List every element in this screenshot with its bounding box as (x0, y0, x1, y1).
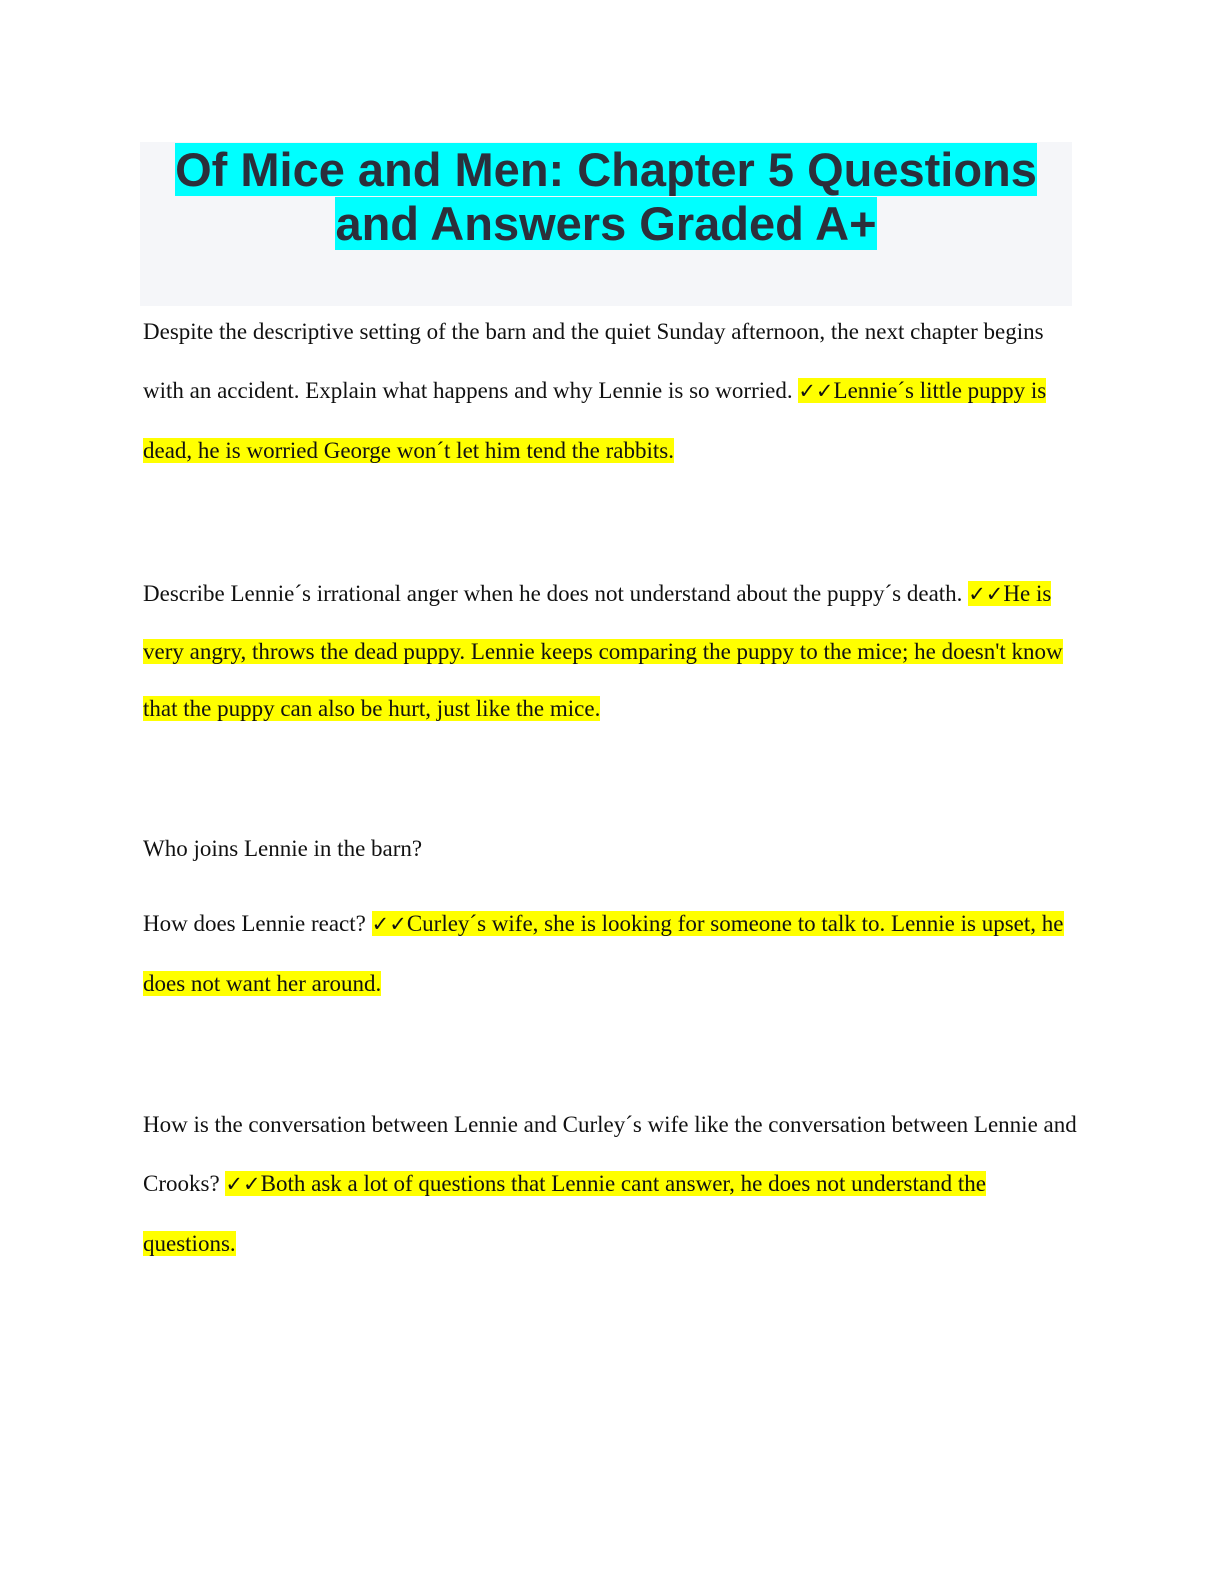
title-box (140, 142, 1072, 306)
answer-highlight (143, 1171, 986, 1256)
answer-text: He is very angry, throws the dead puppy. Lennie keeps comparing the puppy to the mice; he doesn't know that the puppy can also be hurt, just like the mice. (143, 581, 1063, 721)
question-text: How is the conversation between Lennie and Curley´s wife like the conversation between Lennie and Crooks? (143, 1112, 1077, 1196)
qa-item-2 (143, 565, 1078, 737)
check-icon: ✓✓ (225, 1172, 261, 1196)
check-icon: ✓✓ (371, 912, 407, 936)
answer-text: Both ask a lot of questions that Lennie cant answer, he does not understand the questions. (143, 1171, 986, 1256)
answer-text: Lennie´s little puppy is dead, he is worried George won´t let him tend the rabbits. (143, 378, 1047, 463)
check-icon: ✓✓ (798, 379, 834, 403)
document-title (140, 142, 1072, 251)
question-text: Who joins Lennie in the barn? (143, 836, 423, 861)
question-text-2: How does Lennie react? (143, 911, 366, 936)
qa-item-3 (143, 819, 1078, 1013)
question-text: Despite the descriptive setting of the barn and the quiet Sunday afternoon, the next chapter begins with an accident. Explain what happens and why Lennie is so worried. (143, 319, 1044, 403)
title-highlight: Of Mice and Men: Chapter 5 Questions and Answers Graded A+ (175, 143, 1037, 250)
qa-item-1 (143, 302, 1078, 480)
qa-item-4 (143, 1095, 1078, 1273)
check-icon: ✓✓ (968, 582, 1004, 606)
question-continuation (143, 894, 1078, 1013)
answer-text: Curley´s wife, she is looking for someone to talk to. Lennie is upset, he does not want her around. (143, 911, 1064, 996)
question-text: Describe Lennie´s irrational anger when he does not understand about the puppy´s death. (143, 581, 963, 606)
